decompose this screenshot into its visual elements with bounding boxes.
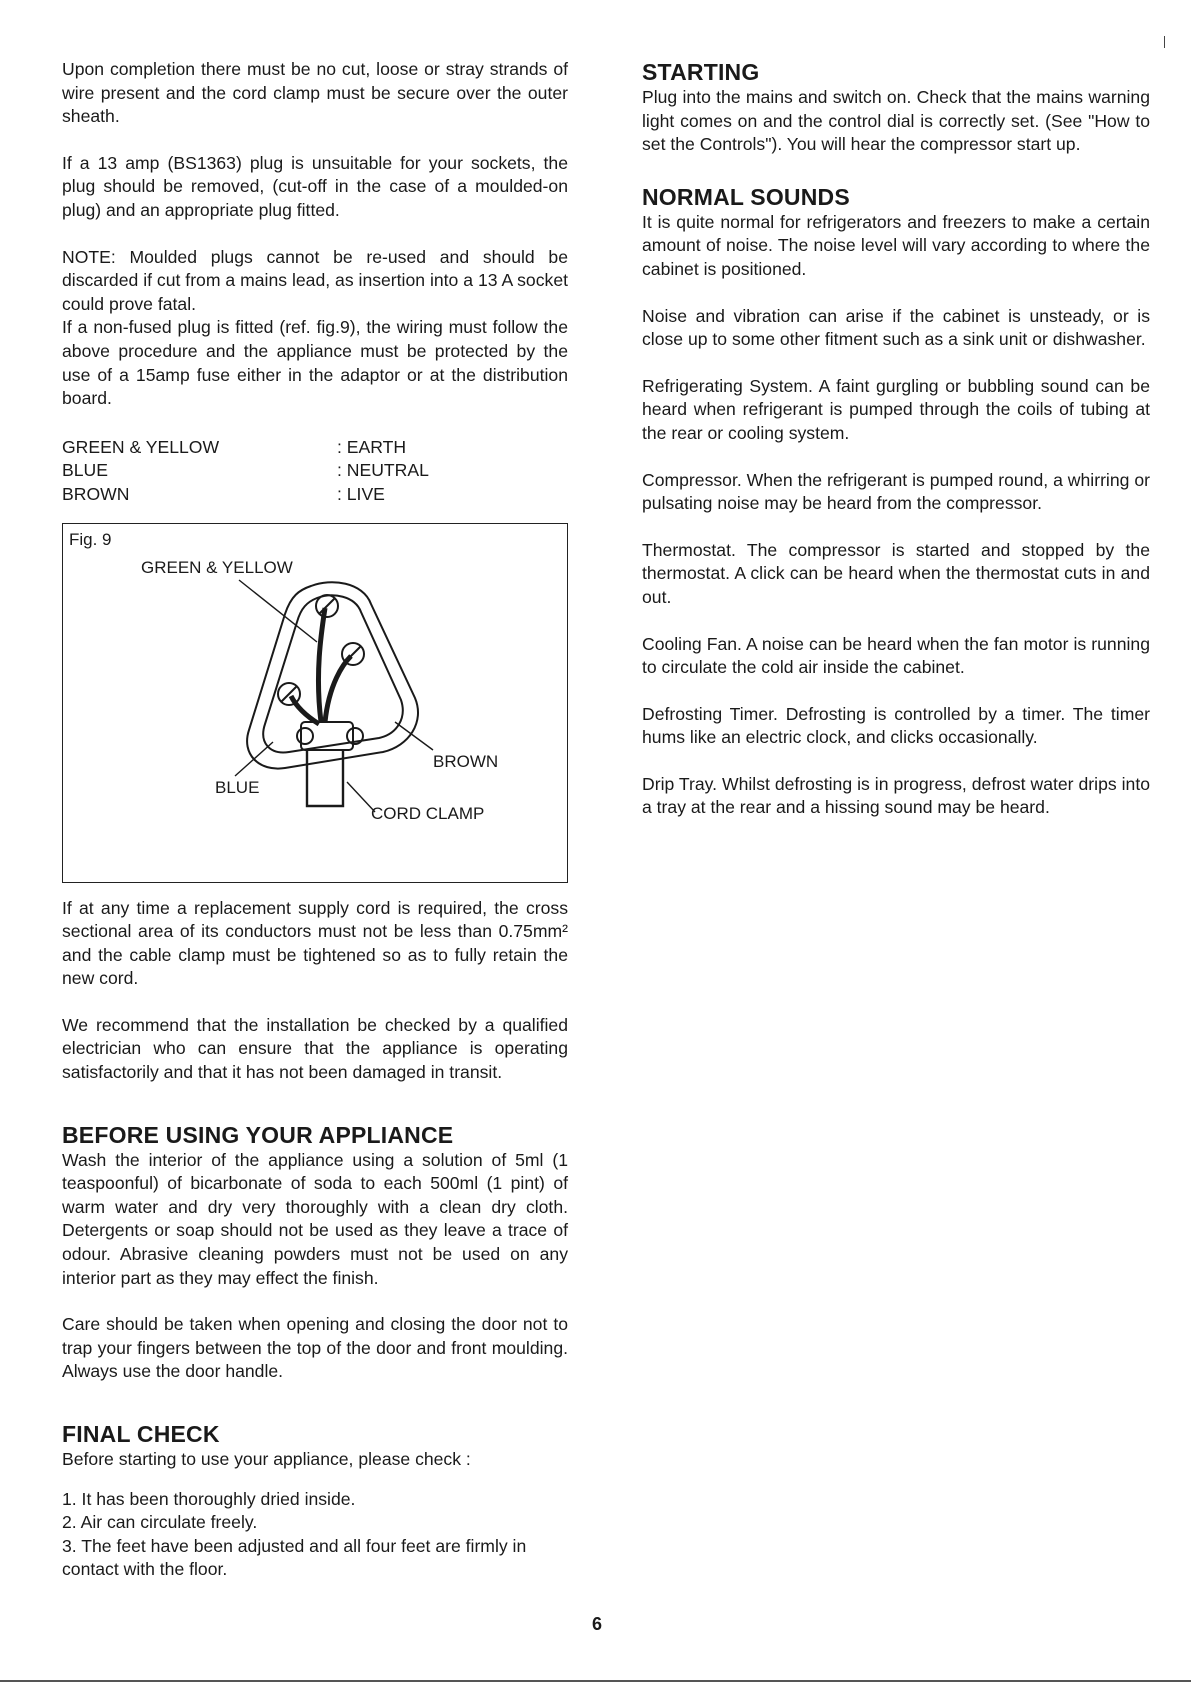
wire-colour: BLUE: [62, 460, 108, 481]
list-item: 2. Air can circulate freely.: [62, 1512, 258, 1533]
final-check-list: [62, 1488, 568, 1582]
electrician-check-paragraph: We recommend that the installation be checked by a qualified electrician who can ensure that the appliance is operating satisfactorily and that it has not been damaged in transit.: [62, 1014, 568, 1083]
edge-mark: [1164, 36, 1165, 48]
wire-colour: GREEN & YELLOW: [62, 436, 220, 457]
moulded-plug-note: NOTE: Moulded plugs cannot be re-used and should be discarded if cut from a mains lead, as insertion into a 13 A socket could prove fatal.: [62, 246, 568, 314]
earth-terminal: [316, 595, 338, 617]
label-brown: BROWN: [433, 751, 499, 771]
plug-wiring-figure: [62, 523, 568, 883]
neutral-terminal: [278, 683, 300, 705]
non-fused-plug-paragraph: If a non-fused plug is fitted (ref. fig.9), the wiring must follow the above procedure and the appliance must be protected by the use of a 15amp fuse either in the adaptor or at the distribution board.: [62, 317, 568, 409]
normal-sounds-heading: NORMAL SOUNDS: [642, 183, 850, 210]
replacement-cord-paragraph: If at any time a replacement supply cord is required, the cross sectional area of its conductors must not be less than 0.75mm² and the cable clamp must be tightened so as to fully retain the new cord.: [62, 897, 568, 989]
compressor-paragraph: Compressor. When the refrigerant is pumped round, a whirring or pulsating noise may be heard from the compressor.: [642, 469, 1150, 514]
plug-unsuitable-paragraph: If a 13 amp (BS1363) plug is unsuitable for your sockets, the plug should be removed, (cut-off in the case of a moulded-on plug) and an appropriate plug fitted.: [62, 152, 568, 220]
wire-colour-table: [62, 436, 568, 507]
wire-colour: BROWN: [62, 483, 130, 504]
before-using-heading: BEFORE USING YOUR APPLIANCE: [62, 1121, 454, 1148]
cooling-fan-paragraph: Cooling Fan. A noise can be heard when the fan motor is running to circulate the cold air inside the cabinet.: [642, 633, 1150, 678]
wash-interior-paragraph: Wash the interior of the appliance using a solution of 5ml (1 teaspoonful) of bicarbonate of soda to each 500ml (1 pint) of warm water and dry very thoroughly with a clean dry cloth. Detergents or soap should not be used as they leave a trace of odour. Abrasive cleaning powders must not be used on any interior part as they may effect the finish.: [62, 1149, 568, 1288]
final-check-intro: Before starting to use your appliance, please check :: [62, 1449, 471, 1469]
list-item: 3. The feet have been adjusted and all four feet are firmly in contact with the floor.: [62, 1535, 527, 1580]
starting-paragraph: Plug into the mains and switch on. Check that the mains warning light comes on and the control dial is correctly set. (See "How to set the Controls"). You will hear the compressor start up.: [642, 87, 1150, 155]
right-column: [642, 58, 1150, 820]
wire-role: : LIVE: [337, 483, 385, 504]
door-care-paragraph: Care should be taken when opening and closing the door not to trap your fingers between the top of the door and front moulding. Always use the door handle.: [62, 1314, 568, 1382]
plug-body-outline: [247, 582, 418, 768]
final-check-heading: FINAL CHECK: [62, 1421, 220, 1447]
live-terminal: [342, 643, 364, 665]
refrigerating-system-paragraph: Refrigerating System. A faint gurgling or bubbling sound can be heard when refrigerant is pumped through the coils of tubing at the rear or cooling system.: [642, 375, 1150, 443]
sounds-intro-paragraph: It is quite normal for refrigerators and freezers to make a certain amount of noise. The noise level will vary according to where the cabinet is positioned.: [642, 211, 1150, 279]
label-cord-clamp: CORD CLAMP: [371, 803, 485, 823]
left-column: [62, 58, 568, 1582]
plug-diagram: [63, 524, 567, 882]
label-green-yellow: GREEN & YELLOW: [141, 557, 293, 577]
bottom-rule: [0, 1680, 1191, 1682]
vibration-paragraph: Noise and vibration can arise if the cabinet is unsteady, or is close up to some other fitment such as a sink unit or dishwasher.: [642, 305, 1150, 350]
defrosting-timer-paragraph: Defrosting Timer. Defrosting is controlled by a timer. The timer hums like an electric clock, and clicks occasionally.: [642, 703, 1150, 748]
page-number: 6: [592, 1614, 603, 1634]
wire-role: : EARTH: [337, 436, 407, 457]
list-item: 1. It has been thoroughly dried inside.: [62, 1488, 356, 1509]
thermostat-paragraph: Thermostat. The compressor is started and stopped by the thermostat. A click can be heard when the thermostat cuts in and out.: [642, 539, 1150, 607]
figure-title: Fig. 9: [69, 529, 112, 549]
wiring-completion-paragraph: Upon completion there must be no cut, loose or stray strands of wire present and the cord clamp must be secure over the outer sheath.: [62, 59, 568, 127]
drip-tray-paragraph: Drip Tray. Whilst defrosting is in progress, defrost water drips into a tray at the rear and a hissing sound may be heard.: [642, 773, 1150, 818]
wire-role: : NEUTRAL: [337, 460, 429, 481]
starting-heading: STARTING: [642, 59, 760, 85]
label-blue: BLUE: [215, 777, 260, 797]
